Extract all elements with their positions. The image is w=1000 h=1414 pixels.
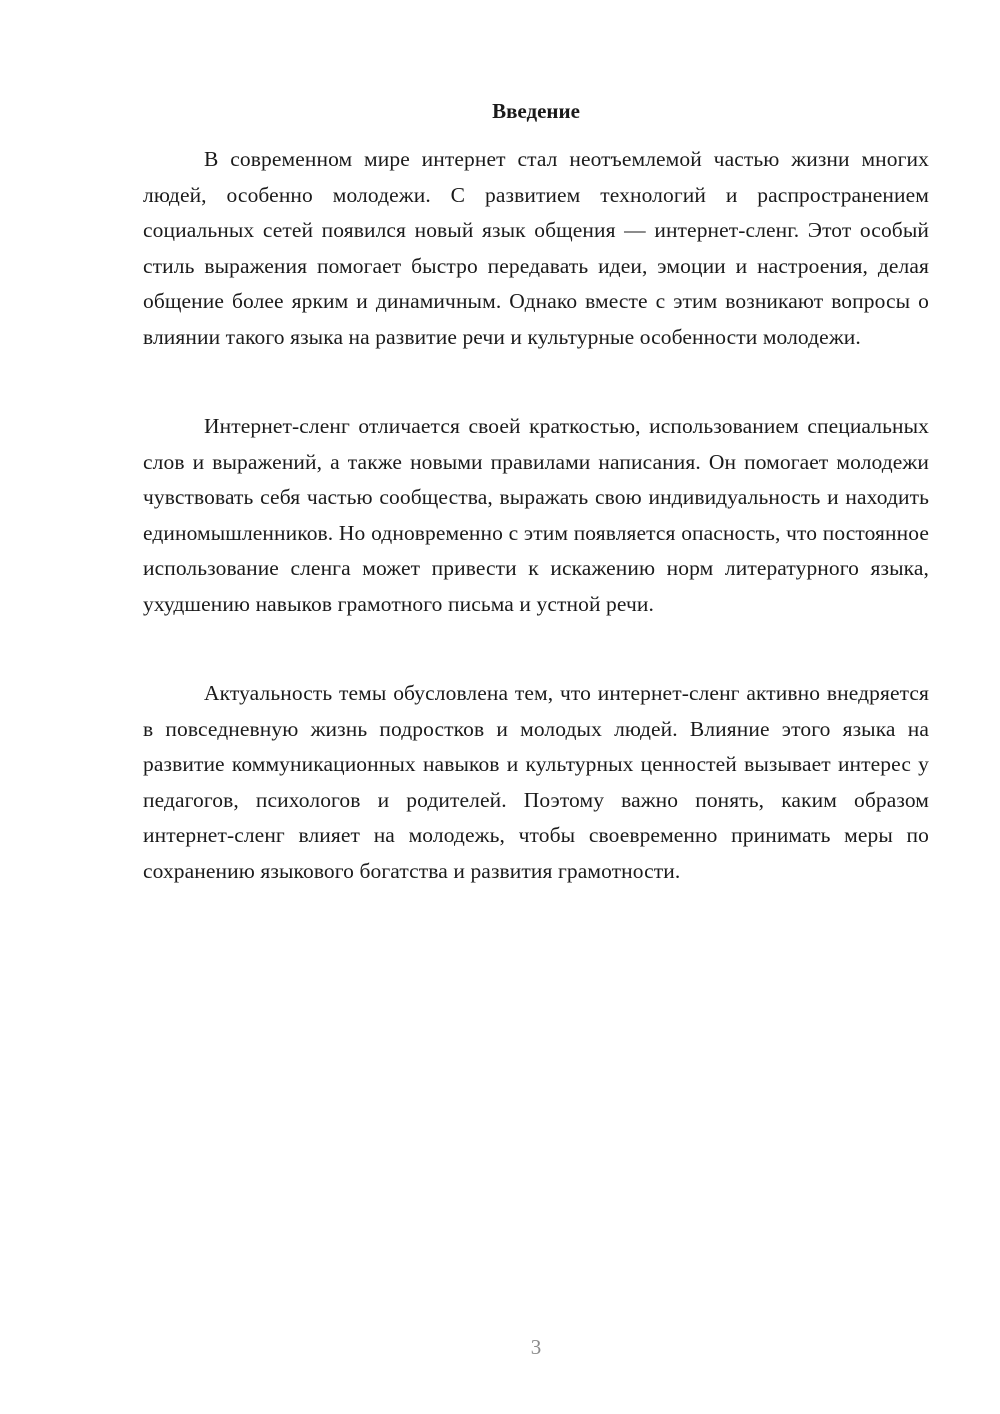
paragraph-1: В современном мире интернет стал неотъемлемой частью жизни многих людей, особенно молодежи. С развитием технологий и распространением социальных сетей появился новый язык общения — интернет-сленг. Этот особый стиль выражения помогает быстро передавать идеи, эмоции и настроения, делая общение более ярким и динамичным. Однако вместе с этим возникают вопросы о влиянии такого языка на развитие речи и культурные особенности молодежи. [143,147,929,349]
paragraph-3: Актуальность темы обусловлена тем, что интернет-сленг активно внедряется в повседневную жизнь подростков и молодых людей. Влияние этого языка на развитие коммуникационных навыков и культурных ценностей вызывает интерес у педагогов, психологов и родителей. Поэтому важно понять, каким образом интернет-сленг влияет на молодежь, чтобы своевременно принимать меры по сохранению языкового богатства и развития грамотности. [143,681,929,883]
page-number: 3 [530,1335,542,1359]
section-heading: Введение [492,99,580,123]
paragraph-2: Интернет-сленг отличается своей краткостью, использованием специальных слов и выражений, а также новыми правилами написания. Он помогает молодежи чувствовать себя частью сообщества, выражать свою индивидуальность и находить единомышленников. Но одновременно с этим появляется опасность, что постоянное использование сленга может привести к искажению норм литературного языка, ухудшению навыков грамотного письма и устной речи. [143,414,929,616]
